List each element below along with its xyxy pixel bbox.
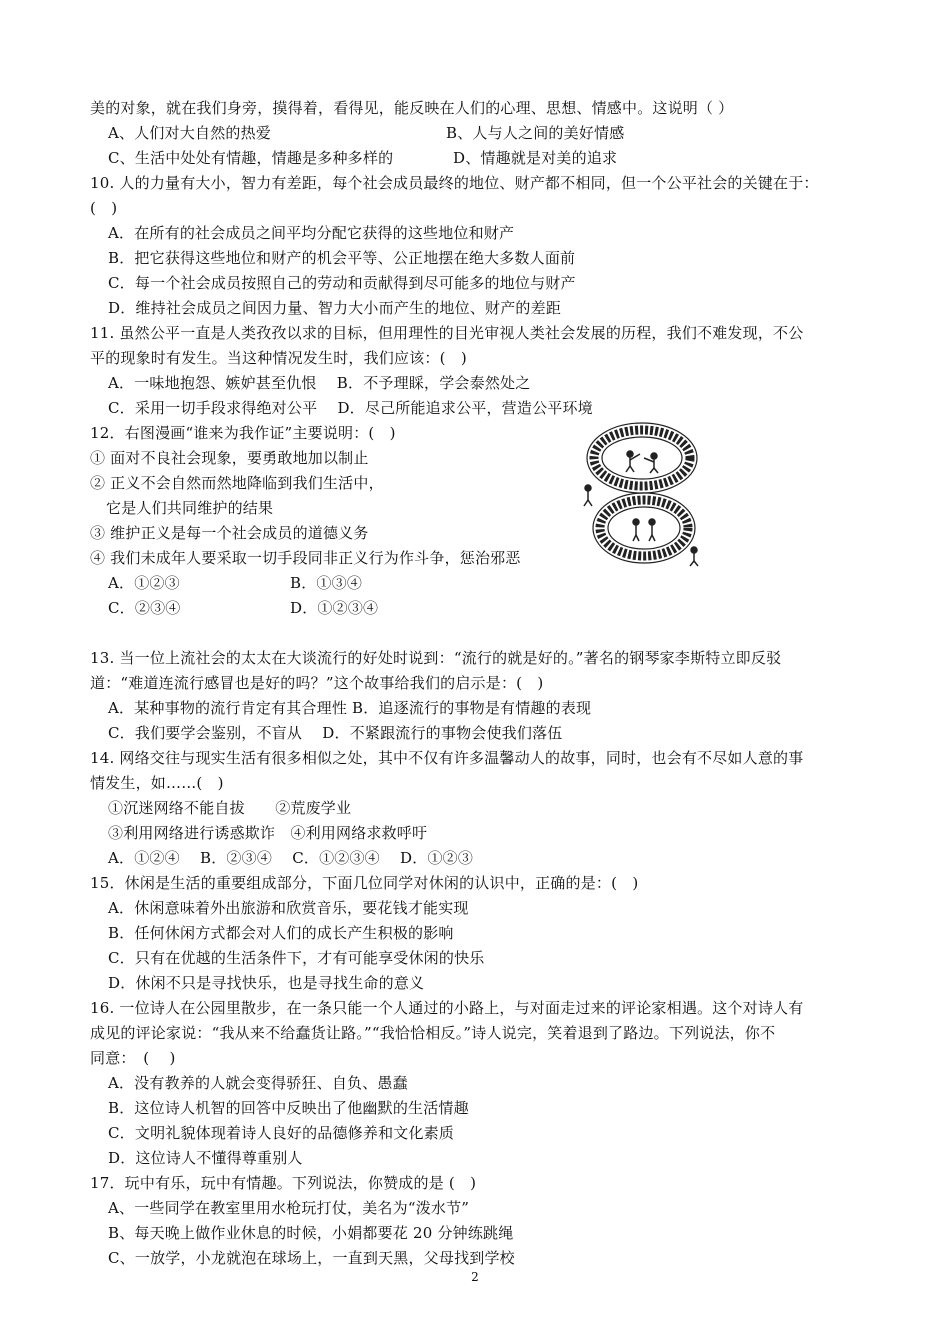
- q13-options-cd: C．我们要学会鉴别，不盲从 D．不紧跟流行的事物会使我们落伍: [108, 724, 563, 742]
- q15-option-b: B．任何休闲方式都会对人们的成长产生积极的影响: [108, 924, 454, 942]
- q10-option-c: C．每一个社会成员按照自己的劳动和贡献得到尽可能多的地位与财产: [108, 274, 576, 292]
- q16-stem-cont: 成见的评论家说：“我从来不给蠢货让路。”“我恰恰相反。”诗人说完，笑着退到了路边。下列说法，你不: [90, 1024, 776, 1042]
- q12-item-1: ① 面对不良社会现象，要勇敢地加以制止: [90, 449, 369, 467]
- q12-item-4: ④ 我们未成年人要采取一切手段同非正义行为作斗争，惩治邪恶: [90, 549, 521, 567]
- q12-option-b: B．①③④: [290, 574, 363, 592]
- q17-stem: 17．玩中有乐，玩中有情趣。下列说法，你赞成的是 ( ): [90, 1174, 477, 1192]
- q12-option-c: C．②③④: [108, 599, 181, 617]
- q16-stem: 16. 一位诗人在公园里散步，在一条只能一个人通过的小路上，与对面走过来的评论家相遇。这个对诗人有: [90, 999, 804, 1017]
- q9-option-d: D、情趣就是对美的追求: [453, 149, 618, 167]
- q14-stem-cont: 情发生，如……( ): [90, 774, 224, 792]
- q9-option-a: A、人们对大自然的热爱: [108, 124, 272, 142]
- q12-item-3: ③ 维护正义是每一个社会成员的道德义务: [90, 524, 369, 542]
- q10-option-a: A．在所有的社会成员之间平均分配它获得的这些地位和财产: [108, 224, 515, 242]
- q9-option-c: C、生活中处处有情趣，情趣是多种多样的: [108, 149, 394, 167]
- q14-stem: 14. 网络交往与现实生活有很多相似之处，其中不仅有许多温馨动人的故事，同时，也会有不尽如人意的事: [90, 749, 804, 767]
- q13-options-ab: A．某种事物的流行肯定有其合理性 B．追逐流行的事物是有情趣的表现: [108, 699, 592, 717]
- q14-items-34: ③利用网络进行诱惑欺诈 ④利用网络求救呼吁: [108, 824, 428, 842]
- q16-option-b: B．这位诗人机智的回答中反映出了他幽默的生活情趣: [108, 1099, 469, 1117]
- q16-option-d: D．这位诗人不懂得尊重别人: [108, 1149, 303, 1167]
- q13-stem: 13. 当一位上流社会的太太在大谈流行的好处时说到：“流行的就是好的。”著名的钢琴家李斯特立即反驳: [90, 649, 782, 667]
- q16-option-a: A．没有教养的人就会变得骄狂、自负、愚蠢: [108, 1074, 408, 1092]
- q14-items-12: ①沉迷网络不能自拔 ②荒废学业: [108, 799, 352, 817]
- q17-option-c: C、一放学，小龙就泡在球场上，一直到天黑，父母找到学校: [108, 1249, 515, 1267]
- q12-item-2-cont: 它是人们共同维护的结果: [106, 499, 274, 517]
- q9-stem-tail: 美的对象，就在我们身旁，摸得着，看得见，能反映在人们的心理、思想、情感中。这说明（ ）: [90, 99, 734, 117]
- page-number: 2: [471, 1270, 479, 1284]
- q10-stem: 10. 人的力量有大小，智力有差距，每个社会成员最终的地位、财产都不相同，但一个公平社会的关键在于：: [90, 174, 819, 192]
- q11-options-ab: A．一味地抱怨、嫉妒甚至仇恨 B．不予理睬，学会泰然处之: [108, 374, 531, 392]
- q15-option-a: A．休闲意味着外出旅游和欣赏音乐，要花钱才能实现: [108, 899, 469, 917]
- q14-options: A．①②④ B．②③④ C．①②③④ D．①②③: [108, 849, 474, 867]
- q12-stem: 12．右图漫画“谁来为我作证”主要说明：( ): [90, 424, 396, 442]
- q16-option-c: C．文明礼貌体现着诗人良好的品德修养和文化素质: [108, 1124, 455, 1142]
- q12-option-a: A．①②③: [108, 574, 180, 592]
- q12-item-2: ② 正义不会自然而然地降临到我们生活中，: [90, 474, 384, 492]
- q17-option-a: A、一些同学在教室里用水枪玩打仗，美名为“泼水节”: [108, 1199, 470, 1217]
- q17-option-b: B、每天晚上做作业休息的时候，小娟都要花 20 分钟练跳绳: [108, 1224, 514, 1242]
- q15-stem: 15．休闲是生活的重要组成部分，下面几位同学对休闲的认识中，正确的是：( ): [90, 874, 639, 892]
- q10-option-b: B．把它获得这些地位和财产的机会平等、公正地摆在绝大多数人面前: [108, 249, 576, 267]
- q16-stem-end: 同意： ( ): [90, 1049, 176, 1067]
- q13-stem-cont: 道：“难道连流行感冒也是好的吗？”这个故事给我们的启示是：( ): [90, 674, 544, 692]
- q11-stem-cont: 平的现象时有发生。当这种情况发生时，我们应该：( ): [90, 349, 467, 367]
- q15-option-c: C．只有在优越的生活条件下，才有可能享受休闲的快乐: [108, 949, 485, 967]
- q12-option-d: D．①②③④: [290, 599, 379, 617]
- q11-options-cd: C．采用一切手段求得绝对公平 D．尽己所能追求公平，营造公平环境: [108, 399, 593, 417]
- q10-answer-blank: ( ): [90, 199, 118, 217]
- q11-stem: 11. 虽然公平一直是人类孜孜以求的目标，但用理性的目光审视人类社会发展的历程，我们不难发现，不公: [90, 324, 804, 342]
- q10-option-d: D．维持社会成员之间因力量、智力大小而产生的地位、财产的差距: [108, 299, 562, 317]
- cartoon-illustration: [578, 418, 706, 568]
- q9-option-b: B、人与人之间的美好情感: [446, 124, 625, 142]
- q15-option-d: D．休闲不只是寻找快乐，也是寻找生命的意义: [108, 974, 425, 992]
